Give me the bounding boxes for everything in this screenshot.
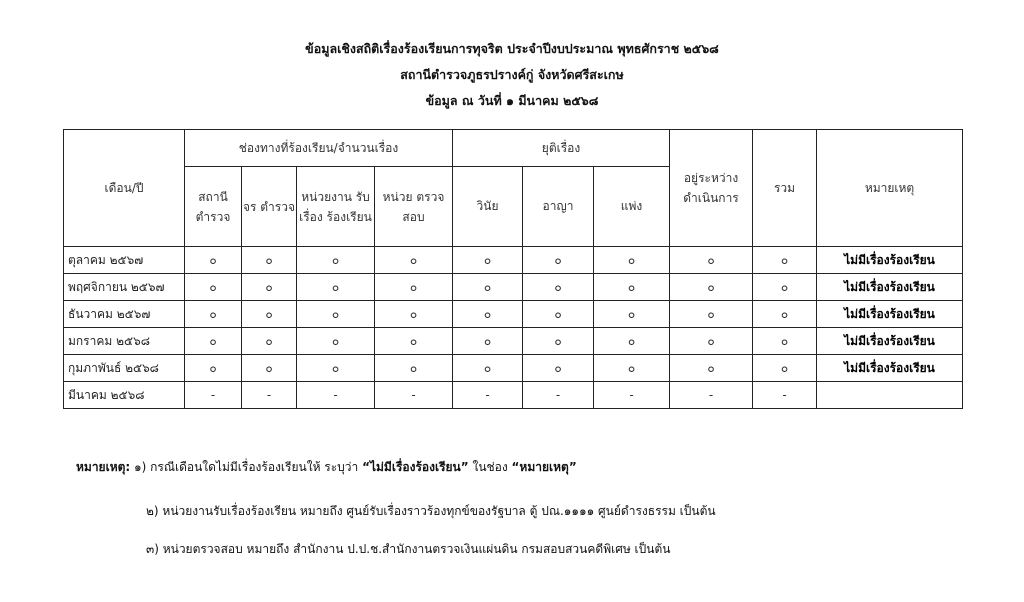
table-row — [64, 328, 963, 355]
row-value-cell: ๐ — [242, 274, 297, 301]
header-end-group: ยุติเรื่อง — [453, 130, 670, 167]
header-traffic-police: จร ตำรวจ — [242, 167, 297, 247]
header-police-station: สถานี ตำรวจ — [185, 167, 242, 247]
row-value-cell: - — [185, 382, 242, 409]
table-row — [64, 247, 963, 274]
row-value-cell: ๐ — [670, 355, 753, 382]
row-month: ตุลาคม ๒๕๖๗ — [64, 247, 185, 274]
row-month: กุมภาพันธ์ ๒๕๖๘ — [64, 355, 185, 382]
row-value-cell: ๐ — [670, 301, 753, 328]
title-line-3: ข้อมูล ณ วันที่ ๑ มีนาคม ๒๕๖๘ — [425, 93, 599, 108]
row-value-cell: ๐ — [753, 247, 817, 274]
row-value-cell: ๐ — [523, 355, 594, 382]
row-value-cell: ๐ — [185, 247, 242, 274]
row-month: พฤศจิกายน ๒๕๖๗ — [64, 274, 185, 301]
row-remark: ไม่มีเรื่องร้องเรียน — [817, 328, 963, 355]
document-header — [0, 36, 1024, 114]
row-value-cell: ๐ — [242, 328, 297, 355]
row-value-cell: ๐ — [185, 301, 242, 328]
title-line-2: สถานีตำรวจภูธรปรางค์กู่ จังหวัดศรีสะเกษ — [400, 67, 624, 82]
row-value-cell: ๐ — [594, 328, 670, 355]
header-criminal: อาญา — [523, 167, 594, 247]
note-1-mid: ในช่อง — [468, 460, 512, 474]
table-row — [64, 301, 963, 328]
row-value-cell: ๐ — [523, 301, 594, 328]
row-value-cell: ๐ — [753, 355, 817, 382]
header-remark: หมายเหตุ — [817, 130, 963, 247]
row-value-cell: ๐ — [297, 247, 375, 274]
row-value-cell: ๐ — [453, 301, 523, 328]
row-value-cell: ๐ — [375, 274, 453, 301]
notes-label: หมายเหตุ: — [76, 460, 131, 474]
row-remark — [817, 382, 963, 409]
table-row — [64, 274, 963, 301]
row-remark: ไม่มีเรื่องร้องเรียน — [817, 301, 963, 328]
row-value-cell: ๐ — [185, 355, 242, 382]
row-value-cell: - — [297, 382, 375, 409]
row-value-cell: ๐ — [594, 355, 670, 382]
row-value-cell: ๐ — [242, 355, 297, 382]
row-value-cell: ๐ — [523, 328, 594, 355]
row-value-cell: ๐ — [594, 274, 670, 301]
row-month: มกราคม ๒๕๖๘ — [64, 328, 185, 355]
row-value-cell: ๐ — [453, 274, 523, 301]
row-value-cell: ๐ — [594, 247, 670, 274]
row-month: ธันวาคม ๒๕๖๗ — [64, 301, 185, 328]
row-value-cell: ๐ — [375, 247, 453, 274]
row-value-cell: ๐ — [185, 328, 242, 355]
header-channels-group: ช่องทางที่ร้องเรียน/จำนวนเรื่อง — [185, 130, 453, 167]
table-row — [64, 382, 963, 409]
row-value-cell: ๐ — [523, 274, 594, 301]
header-receiving-agency: หน่วยงาน รับเรื่อง ร้องเรียน — [297, 167, 375, 247]
row-value-cell: ๐ — [297, 355, 375, 382]
header-pending: อยู่ระหว่าง ดำเนินการ — [670, 130, 753, 247]
row-value-cell: ๐ — [594, 301, 670, 328]
row-value-cell: ๐ — [375, 355, 453, 382]
row-value-cell: ๐ — [242, 301, 297, 328]
header-month: เดือน/ปี — [64, 130, 185, 247]
header-discipline: วินัย — [453, 167, 523, 247]
note-1-quote-2: “หมายเหตุ” — [511, 460, 577, 474]
header-civil: แพ่ง — [594, 167, 670, 247]
header-audit-agency: หน่วย ตรวจสอบ — [375, 167, 453, 247]
row-remark: ไม่มีเรื่องร้องเรียน — [817, 274, 963, 301]
row-value-cell: ๐ — [523, 247, 594, 274]
table-body — [64, 247, 963, 409]
row-value-cell: ๐ — [453, 247, 523, 274]
header-total: รวม — [753, 130, 817, 247]
complaint-statistics-table — [63, 129, 963, 409]
note-1 — [76, 458, 577, 477]
row-value-cell: - — [242, 382, 297, 409]
row-value-cell: - — [453, 382, 523, 409]
note-1-quote-1: “ไม่มีเรื่องร้องเรียน” — [362, 460, 469, 474]
row-value-cell: - — [375, 382, 453, 409]
row-value-cell: ๐ — [753, 328, 817, 355]
row-remark: ไม่มีเรื่องร้องเรียน — [817, 355, 963, 382]
note-3: ๓) หน่วยตรวจสอบ หมายถึง สำนักงาน ป.ป.ช.สำนักงานตรวจเงินแผ่นดิน กรมสอบสวนคดีพิเศษ เป็นต้น — [146, 542, 671, 556]
row-value-cell: - — [523, 382, 594, 409]
row-value-cell: ๐ — [297, 274, 375, 301]
row-value-cell: ๐ — [753, 274, 817, 301]
row-remark: ไม่มีเรื่องร้องเรียน — [817, 247, 963, 274]
row-value-cell: ๐ — [753, 301, 817, 328]
row-value-cell: ๐ — [297, 328, 375, 355]
table-row — [64, 355, 963, 382]
row-value-cell: ๐ — [453, 328, 523, 355]
row-value-cell: ๐ — [670, 274, 753, 301]
row-value-cell: - — [753, 382, 817, 409]
row-value-cell: ๐ — [670, 328, 753, 355]
row-value-cell: ๐ — [185, 274, 242, 301]
row-value-cell: ๐ — [242, 247, 297, 274]
row-value-cell: ๐ — [375, 328, 453, 355]
note-2: ๒) หน่วยงานรับเรื่องร้องเรียน หมายถึง ศูนย์รับเรื่องราวร้องทุกข์ของรัฐบาล ตู้ ปณ.๑๑๑๑ ศูนย์ดำรงธรรม เป็นต้น — [146, 504, 716, 518]
row-month: มีนาคม ๒๕๖๘ — [64, 382, 185, 409]
row-value-cell: ๐ — [670, 247, 753, 274]
note-1-text: ๑) กรณีเดือนใดไม่มีเรื่องร้องเรียนให้ ระบุว่า — [134, 460, 363, 474]
row-value-cell: ๐ — [453, 355, 523, 382]
row-value-cell: ๐ — [375, 301, 453, 328]
row-value-cell: - — [670, 382, 753, 409]
row-value-cell: - — [594, 382, 670, 409]
row-value-cell: ๐ — [297, 301, 375, 328]
title-line-1: ข้อมูลเชิงสถิติเรื่องร้องเรียนการทุจริต ประจำปีงบประมาณ พุทธศักราช ๒๕๖๘ — [305, 41, 719, 56]
